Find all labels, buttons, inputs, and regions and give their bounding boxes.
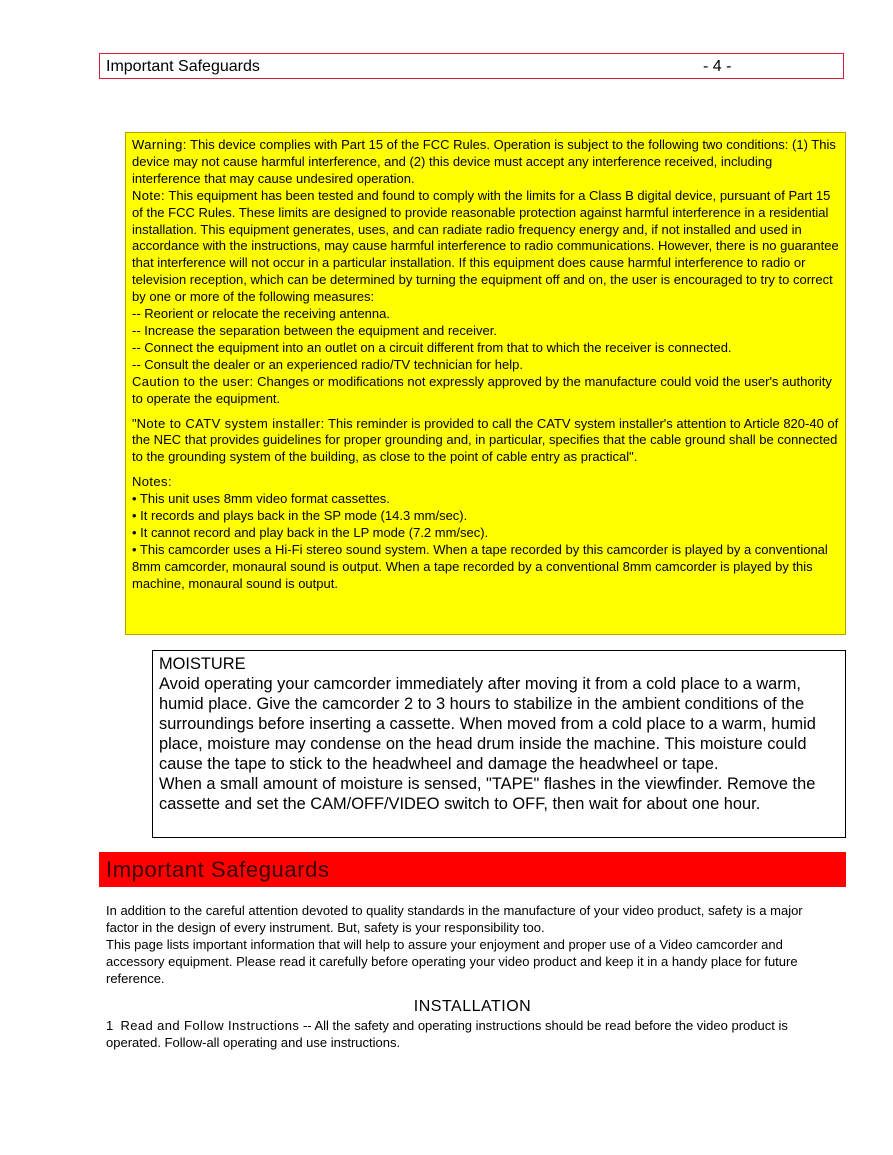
fcc-warning-box (125, 132, 846, 635)
intro-text (106, 903, 836, 988)
moisture-title: MOISTURE (159, 655, 246, 673)
measure-item: -- Reorient or relocate the receiving antenna. (132, 306, 390, 322)
moisture-paragraph: Avoid operating your camcorder immediately after moving it from a cold place to a warm, humid place. Give the camcorder 2 to 3 hours to stabilize in the ambient conditions of the surroundings before inserting a cassette. When moved from a cold place to a warm, humid place, moisture may condense on the head drum inside the machine. This moisture could cause the tape to stick to the headwheel and damage the headwheel or tape. (159, 675, 816, 773)
notes-item: • It cannot record and play back in the LP mode (7.2 mm/sec). (132, 524, 489, 540)
installation-item-number: 1 (106, 1018, 114, 1033)
fcc-note-text: This equipment has been tested and found to comply with the limits for a Class B digital device, pursuant of Part 15 of the FCC Rules. These limits are designed to provide reasonable protection against harmful interference in a residential installation. This equipment generates, uses, and can radiate radio frequency energy and, if not installed and used in accordance with the instructions, may cause harmful interference to radio communications. However, there is no guarantee that interference will not occur in a particular installation. If this equipment does cause harmful interference to radio or television reception, which can be determined by turning the equipment off and on, the user is encouraged to try to correct by one or more of the following measures: (132, 187, 839, 305)
catv-label: Note to CATV system installer: (136, 415, 325, 431)
fcc-note-paragraph (132, 188, 839, 306)
moisture-paragraph: When a small amount of moisture is sensed, "TAPE" flashes in the viewfinder. Remove the cassette and set the CAM/OFF/VIDEO switch to OFF, then wait for about one hour. (159, 775, 816, 813)
measure-item: -- Connect the equipment into an outlet on a circuit different from that to which the receiver is connected. (132, 339, 732, 355)
notes-item: • It records and plays back in the SP mode (14.3 mm/sec). (132, 508, 468, 524)
catv-text: This reminder is provided to call the CATV system installer's attention to Article 820-40 of the NEC that provides guidelines for proper grounding and, in particular, specifies that the cable ground shall be connected to the grounding system of the building, as close to the point of cable entry as practical". (132, 415, 839, 465)
measure-item: -- Increase the separation between the equipment and receiver. (132, 322, 497, 338)
caution-text: Changes or modifications not expressly approved by the manufacture could void the user's authority to operate the equipment. (132, 373, 832, 406)
notes-item: • This unit uses 8mm video format cassettes. (132, 491, 390, 507)
fcc-note-label: Note: (132, 187, 166, 203)
fcc-warning-paragraph (132, 137, 839, 188)
catv-paragraph (132, 416, 839, 467)
notes-label: Notes: (132, 474, 172, 490)
page-header-title: Important Safeguards (106, 58, 260, 75)
moisture-box (152, 650, 846, 838)
page-number: - 4 - (703, 58, 732, 75)
section-heading-bar (99, 852, 846, 887)
installation-heading: INSTALLATION (413, 998, 532, 1015)
section-heading: Important Safeguards (106, 857, 330, 882)
notes-item: • This camcorder uses a Hi-Fi stereo sound system. When a tape recorded by this camcorder is played by a conventional 8mm camcorder, monaural sound is output. When a tape recorded by a conventional 8mm camcorder is played by this machine, monaural sound is output. (132, 541, 828, 591)
fcc-warning-text: This device complies with Part 15 of the FCC Rules. Operation is subject to the following two conditions: (1) This device may not cause harmful interference, and (2) this device must accept any interference received, including interference that may cause undesired operation. (132, 137, 836, 186)
fcc-warning-label: Warning: (132, 137, 187, 152)
installation-item-text: -- All the safety and operating instructions should be read before the video product is operated. Follow-all operating and use instructions. (106, 1018, 788, 1050)
measure-item: -- Consult the dealer or an experienced radio/TV technician for help. (132, 356, 523, 372)
page-header (99, 53, 844, 79)
intro-paragraph: In addition to the careful attention devoted to quality standards in the manufacture of your video product, safety is a major factor in the design of every instrument. But, safety is your responsibility too. (106, 903, 803, 935)
intro-paragraph: This page lists important information that will help to assure your enjoyment and proper use of a Video camcorder and accessory equipment. Please read it carefully before operating your video product and keep it in a handy place for future reference. (106, 936, 798, 986)
installation-item-label: Read and Follow Instructions (120, 1018, 300, 1033)
caution-paragraph (132, 374, 839, 408)
caution-label: Caution to the user: (132, 373, 254, 389)
installation-item (106, 1018, 836, 1052)
catv-quote: " (132, 415, 137, 431)
